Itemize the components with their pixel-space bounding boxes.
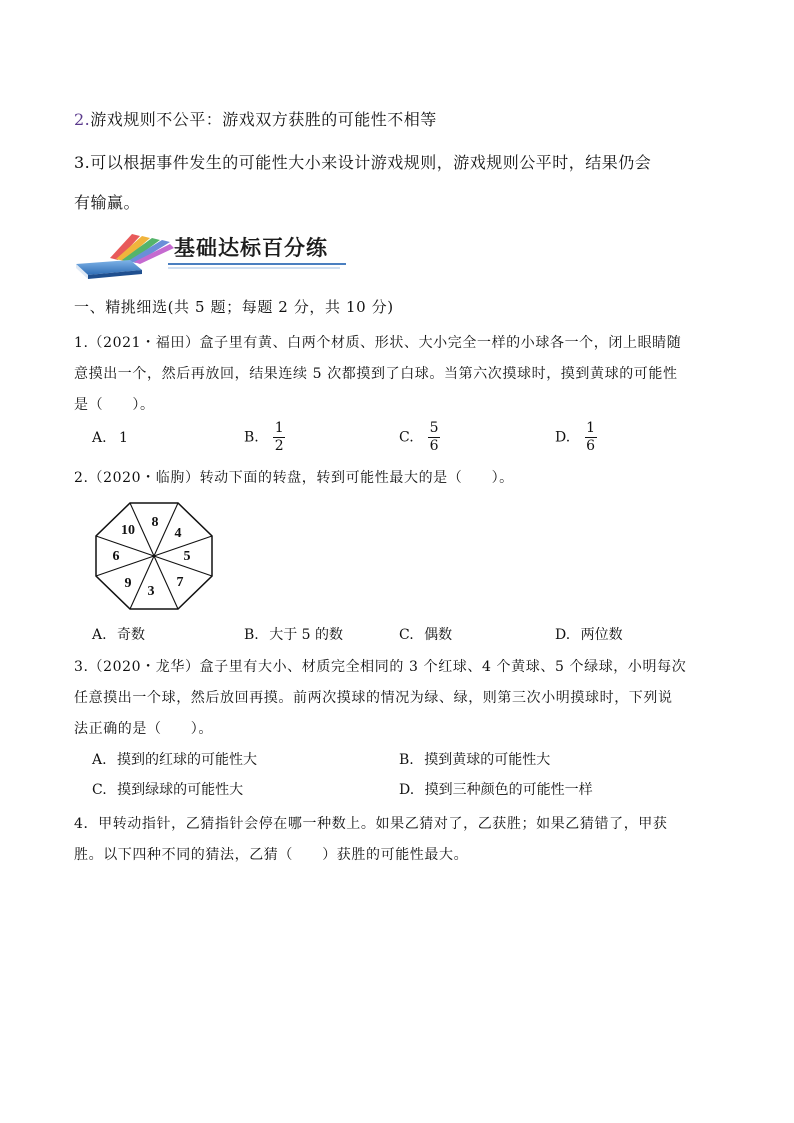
question-1-option-b[interactable] — [244, 420, 285, 455]
option-letter: D. — [555, 429, 571, 446]
option-letter: B. — [399, 752, 414, 768]
option-text: 摸到三种颜色的可能性一样 — [424, 782, 593, 798]
fraction — [428, 420, 440, 455]
option-text: 偶数 — [424, 627, 453, 643]
option-letter: C. — [92, 782, 107, 798]
question-1-line-1: 1.（2021・福田）盒子里有黄、白两个材质、形状、大小完全一样的小球各一个，闭上眼睛随 — [74, 335, 682, 351]
question-3-line-2: 任意摸出一个球，然后放回再摸。前两次摸球的情况为绿、绿，则第三次小明摸球时，下列说 — [74, 690, 673, 706]
question-3-option-a[interactable] — [92, 749, 257, 769]
option-letter: C. — [399, 627, 414, 643]
option-letter: A. — [92, 430, 107, 446]
option-letter: D. — [399, 782, 415, 798]
question-2-line-1: 2.（2020・临朐）转动下面的转盘，转到可能性最大的是（ ）。 — [74, 470, 514, 486]
summary-item-3-line-2: 有输赢。 — [74, 193, 141, 212]
question-4-line-2: 胜。以下四种不同的猜法，乙猜（ ）获胜的可能性最大。 — [74, 847, 469, 863]
summary-item-2-text: 游戏规则不公平：游戏双方获胜的可能性不相等 — [90, 110, 437, 129]
spinner-sector-label: 3 — [147, 584, 155, 599]
fraction-denominator: 6 — [586, 438, 596, 454]
fraction — [273, 420, 285, 455]
section-title: 一、精挑细选(共 5 题；每题 2 分，共 10 分) — [74, 298, 394, 316]
question-3-option-d[interactable] — [399, 779, 593, 799]
fraction-numerator: 5 — [429, 420, 439, 436]
fraction-numerator: 1 — [586, 420, 596, 436]
spinner-sector-label: 7 — [176, 575, 184, 590]
option-letter: B. — [244, 627, 259, 643]
option-text: 摸到绿球的可能性大 — [117, 782, 244, 798]
summary-item-2-number: 2. — [74, 110, 91, 129]
question-1-line-2: 意摸出一个，然后再放回，结果连续 5 次都摸到了白球。当第六次摸球时，摸到黄球的可能性 — [74, 366, 678, 382]
question-2-option-b[interactable] — [244, 624, 343, 644]
option-letter: A. — [92, 752, 107, 768]
spinner-sector-label: 10 — [121, 523, 135, 538]
fraction-numerator: 1 — [274, 420, 284, 436]
option-letter: B. — [244, 429, 259, 446]
question-1-option-d[interactable] — [555, 420, 597, 455]
option-letter: C. — [399, 429, 414, 446]
question-1-option-a[interactable] — [92, 430, 128, 446]
question-2-option-a[interactable] — [92, 624, 145, 644]
question-3-line-1: 3.（2020・龙华）盒子里有大小、材质完全相同的 3 个红球、4 个黄球、5 个绿球，小明每次 — [74, 659, 687, 675]
option-text: 大于 5 的数 — [269, 627, 344, 643]
spinner-sector-label: 4 — [174, 526, 182, 541]
question-4-line-1: 4．甲转动指针，乙猜指针会停在哪一种数上。如果乙猜对了，乙获胜；如果乙猜错了，甲获 — [74, 816, 668, 832]
question-1-line-3: 是（ ）。 — [74, 397, 155, 413]
fraction — [585, 420, 597, 455]
option-text: 摸到黄球的可能性大 — [424, 752, 551, 768]
question-3-option-b[interactable] — [399, 749, 550, 769]
spinner-diagram — [92, 500, 216, 612]
spinner-sector-label: 8 — [151, 515, 159, 530]
section-banner — [70, 224, 350, 280]
question-1-option-c[interactable] — [399, 420, 440, 455]
fraction-denominator: 6 — [429, 438, 439, 454]
banner-title: 基础达标百分练 — [174, 236, 328, 260]
question-2-option-c[interactable] — [399, 624, 452, 644]
option-text: 摸到的红球的可能性大 — [117, 752, 258, 768]
question-3-line-3: 法正确的是（ ）。 — [74, 721, 213, 737]
summary-item-3-line-1: 3.可以根据事件发生的可能性大小来设计游戏规则，游戏规则公平时，结果仍会 — [74, 153, 652, 172]
option-value: 1 — [119, 430, 128, 446]
question-2-option-d[interactable] — [555, 624, 623, 644]
question-3-option-c[interactable] — [92, 779, 243, 799]
spinner-sector-label: 9 — [124, 576, 132, 591]
option-letter: D. — [555, 627, 571, 643]
summary-item-2 — [74, 107, 437, 130]
option-text: 两位数 — [580, 627, 623, 643]
fraction-denominator: 2 — [274, 438, 284, 454]
option-letter: A. — [92, 627, 107, 643]
spinner-sector-label: 5 — [183, 549, 191, 564]
spinner-sector-label: 6 — [112, 549, 120, 564]
option-text: 奇数 — [117, 627, 146, 643]
